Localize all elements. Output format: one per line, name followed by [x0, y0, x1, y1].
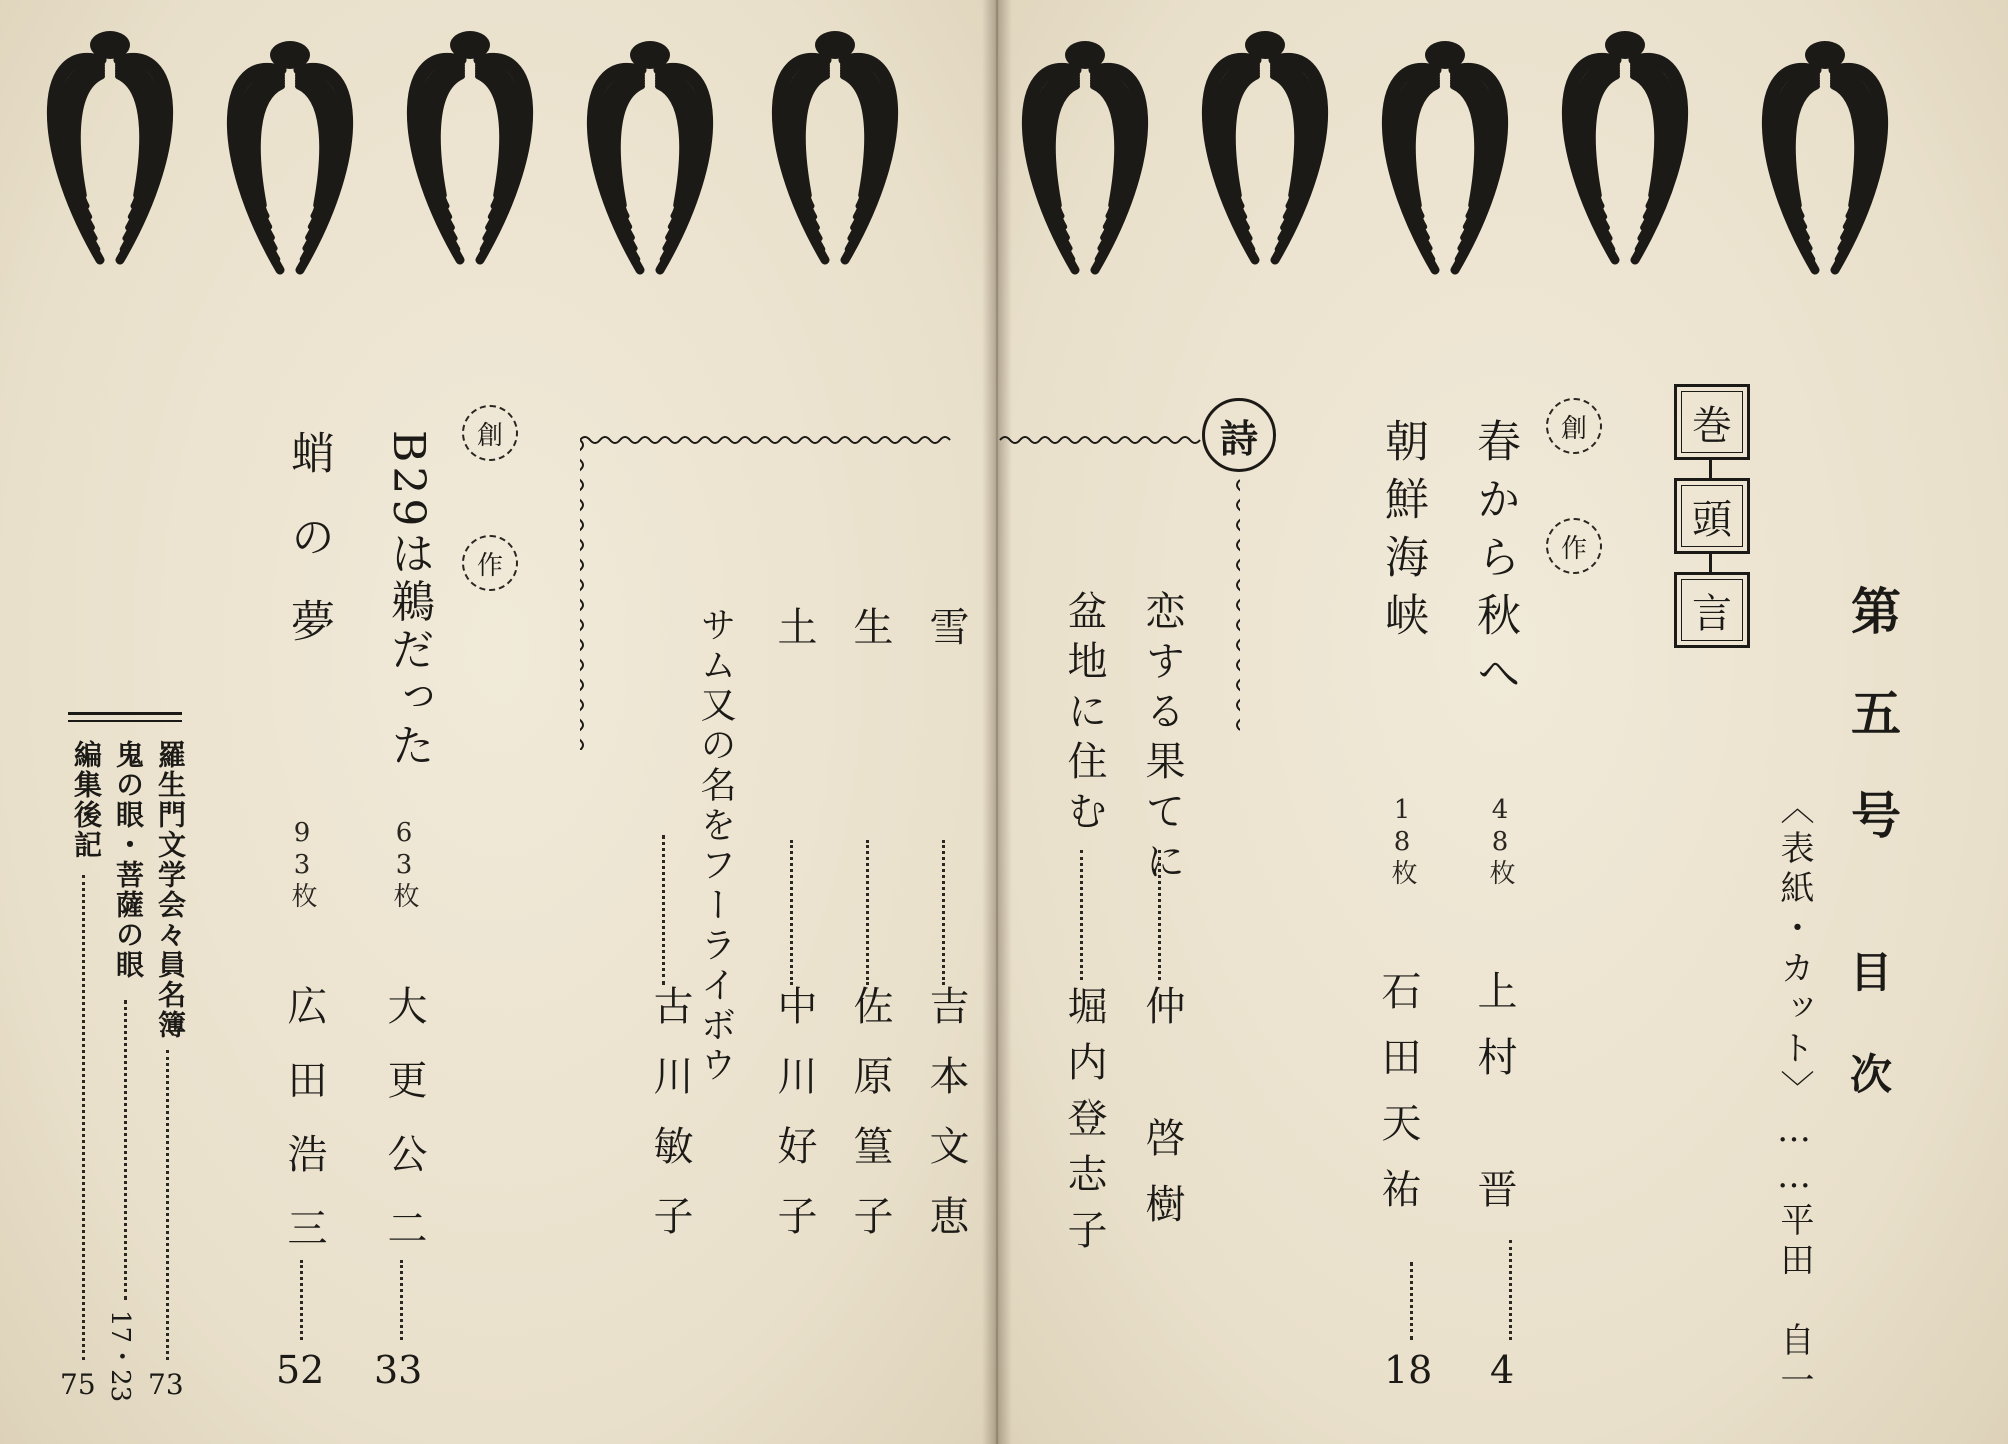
back-matter-page: 17・23 [105, 1310, 135, 1403]
poetry-label: 詩 [1202, 398, 1276, 472]
leader-dots [662, 835, 665, 985]
kantogen-link-1 [1709, 457, 1712, 478]
fiction-label-work-right: 作 [1546, 518, 1602, 574]
poem-author: 佐原篁子 [847, 985, 893, 1265]
bird-ornament [231, 41, 348, 270]
fiction-manuscript-count: 93枚 [287, 818, 317, 910]
issue-number-title: 第五号 [1843, 585, 1902, 891]
back-matter-title: 編集後記 [70, 740, 103, 860]
back-matter-page: 73 [148, 1368, 184, 1401]
bird-ornament [776, 31, 893, 260]
leader-dots [166, 1050, 169, 1360]
back-matter-rule [68, 712, 182, 715]
poem-title: サム又の名をフーライボウ [695, 606, 736, 1086]
bird-ornament [1766, 41, 1883, 270]
leader-dots [1080, 850, 1083, 980]
kantogen-box-1: 巻 [1674, 384, 1750, 460]
fiction-author: 上村 晋 [1471, 970, 1517, 1234]
fiction-title: 蛸の夢 [283, 430, 334, 682]
poem-author: 堀内登志子 [1061, 985, 1107, 1265]
back-matter-title: 鬼の眼・菩薩の眼 [112, 740, 145, 980]
fiction-title: 朝鮮海峡 [1377, 418, 1428, 650]
leader-dots [1410, 1262, 1413, 1340]
bird-ornament [411, 31, 528, 260]
leader-dots [1158, 850, 1161, 980]
fiction-author: 石田天祐 [1375, 970, 1421, 1234]
leader-dots [300, 1260, 303, 1340]
fiction-title: B29は鵜だった [383, 430, 434, 771]
leader-dots [790, 840, 793, 985]
fiction-label-creation-left: 創 [462, 405, 518, 461]
fiction-label-creation-right: 創 [1546, 398, 1602, 454]
kantogen-link-2 [1709, 551, 1712, 572]
kantogen-box-3: 言 [1674, 572, 1750, 648]
fiction-manuscript-count: 18枚 [1387, 795, 1417, 887]
kantogen-box-2: 頭 [1674, 478, 1750, 554]
leader-dots [866, 840, 869, 985]
cover-credit: 〈表紙・カット〉……平田 自一 [1774, 790, 1814, 1402]
fiction-page-number: 18 [1384, 1348, 1433, 1392]
bird-ornament [1206, 31, 1323, 260]
poem-title: 生 [847, 606, 893, 656]
poem-title: 土 [771, 606, 817, 656]
back-matter-title: 羅生門文学会々員名簿 [154, 740, 187, 1040]
fiction-page-number: 4 [1490, 1348, 1515, 1392]
bird-ornament [1026, 41, 1143, 270]
poem-author: 古川敏子 [647, 985, 693, 1265]
bird-ornament [1386, 41, 1503, 270]
leader-dots [124, 1000, 127, 1300]
fiction-author: 大更公二 [381, 985, 427, 1281]
bird-ornament-banner [0, 0, 2008, 320]
poem-title: 雪 [923, 606, 969, 656]
fiction-author: 広田浩三 [281, 985, 327, 1281]
bird-ornament [51, 31, 168, 260]
leader-dots [942, 840, 945, 985]
poem-author: 吉本文恵 [923, 985, 969, 1265]
fiction-label-work-left: 作 [462, 535, 518, 591]
poem-title: 恋する果てに [1139, 590, 1185, 890]
back-matter-page: 75 [60, 1368, 96, 1401]
toc-label: 目次 [1844, 950, 1893, 1154]
bird-ornament [591, 41, 708, 270]
fiction-manuscript-count: 63枚 [389, 818, 419, 910]
fiction-page-number: 52 [276, 1348, 325, 1392]
poem-author: 中川好子 [771, 985, 817, 1265]
fiction-title: 春から秋へ [1469, 418, 1520, 708]
back-matter-rule [68, 720, 182, 722]
poem-author: 仲 啓樹 [1139, 985, 1185, 1249]
leader-dots [1509, 1240, 1512, 1340]
fiction-manuscript-count: 48枚 [1485, 795, 1515, 887]
leader-dots [82, 875, 85, 1360]
fiction-page-number: 33 [374, 1348, 423, 1392]
bird-ornament [1566, 31, 1683, 260]
poem-title: 盆地に住む [1061, 590, 1107, 840]
leader-dots [400, 1260, 403, 1340]
